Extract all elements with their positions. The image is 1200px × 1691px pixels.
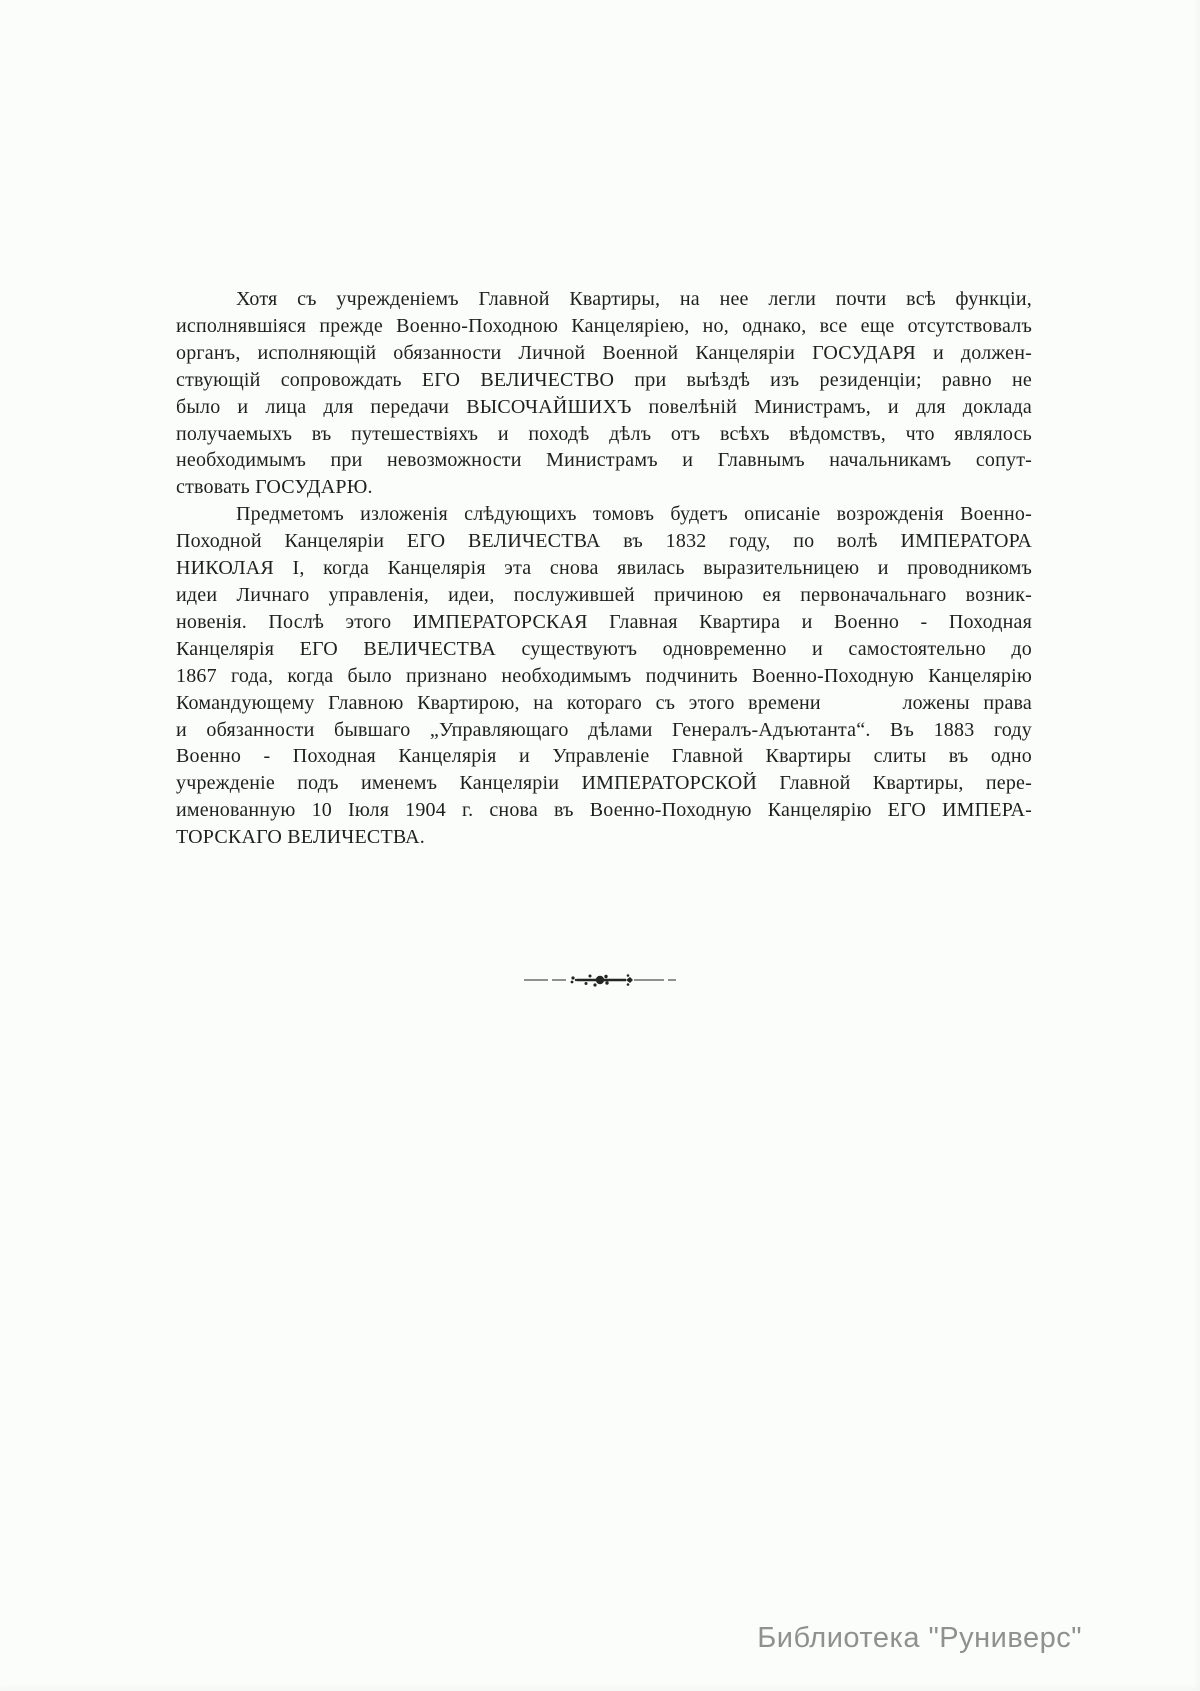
text-line: Командующему Главною Квартирою, на котораго съ этого времени ложены права (176, 691, 1032, 714)
text-line: получаемыхъ въ путешествіяхъ и походѣ дѣлъ отъ всѣхъ вѣдомствъ, что являлось (176, 422, 1032, 445)
section-divider (0, 970, 1200, 990)
text-line: ствовать ГОСУДАРЮ. (176, 476, 373, 499)
text-line: необходимымъ при невозможности Министрамъ и Главнымъ начальникамъ сопут- (176, 449, 1032, 472)
text-line: и обязанности бывшаго „Управляющаго дѣлами Генералъ-Адъютанта“. Въ 1883 году (176, 718, 1032, 741)
floral-rule-ornament-icon (522, 970, 678, 990)
text-line: Предметомъ изложенія слѣдующихъ томовъ будетъ описаніе возрожденія Военно- (236, 503, 1032, 526)
text-line: ствующій сопровождать ЕГО ВЕЛИЧЕСТВО при выѣздѣ изъ резиденціи; равно не (176, 368, 1032, 391)
paragraph (176, 501, 1032, 851)
paragraph (176, 286, 1032, 501)
text-line: было и лица для передачи ВЫСОЧАЙШИХЪ повелѣній Министрамъ, и для доклада (176, 395, 1032, 418)
text-line: идеи Личнаго управленія, идеи, послужившей причиною ея первоначальнаго возник- (176, 583, 1032, 606)
watermark-credit: Библиотека "Руниверс" (757, 1622, 1082, 1654)
text-line: Военно - Походная Канцелярія и Управленіе Главной Квартиры слиты въ одно (176, 745, 1032, 768)
text-line: ТОРСКАГО ВЕЛИЧЕСТВА. (176, 826, 425, 849)
text-line: новенія. Послѣ этого ИМПЕРАТОРСКАЯ Главная Квартира и Военно - Походная (176, 610, 1032, 633)
text-line: 1867 года, когда было признано необходимымъ подчинить Военно-Походную Канцелярію (176, 664, 1032, 687)
text-line: Канцелярія ЕГО ВЕЛИЧЕСТВА существуютъ одновременно и самостоятельно до (176, 637, 1032, 660)
text-line: именованную 10 Іюля 1904 г. снова въ Военно-Походную Канцелярію ЕГО ИМПЕРА- (176, 799, 1032, 822)
text-line: учрежденіе подъ именемъ Канцеляріи ИМПЕРАТОРСКОЙ Главной Квартиры, пере- (176, 772, 1032, 795)
text-line: Походной Канцеляріи ЕГО ВЕЛИЧЕСТВА въ 1832 году, по волѣ ИМПЕРАТОРА (176, 530, 1032, 553)
page-text-block (176, 286, 1032, 851)
text-line: Хотя съ учрежденіемъ Главной Квартиры, на нее легли почти всѣ функціи, (236, 288, 1032, 310)
text-line: исполнявшіяся прежде Военно-Походною Канцеляріею, но, однако, все еще отсутствовалъ (176, 314, 1032, 337)
text-line: НИКОЛАЯ I, когда Канцелярія эта снова явилась выразительницею и проводникомъ (176, 557, 1032, 580)
text-line: органъ, исполняющій обязанности Личной Военной Канцеляріи ГОСУДАРЯ и должен- (176, 341, 1032, 364)
